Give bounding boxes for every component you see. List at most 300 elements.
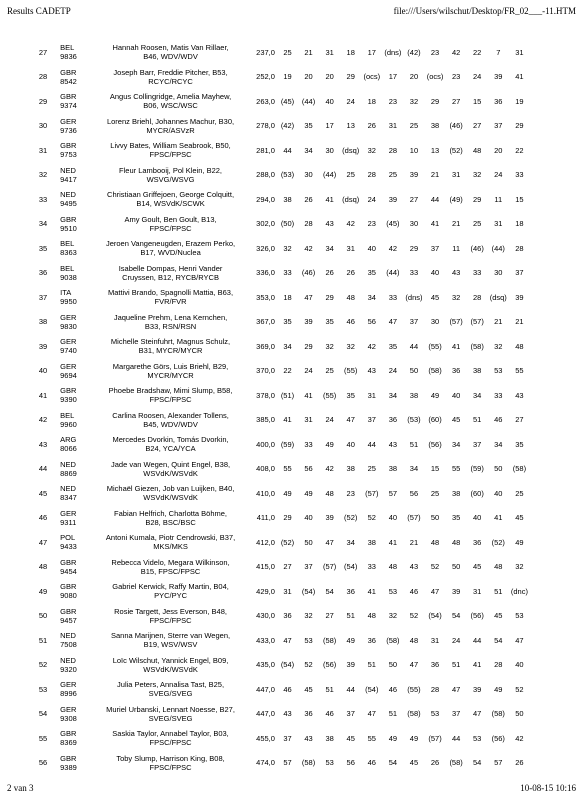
total-points-cell: 369,0 <box>256 341 275 351</box>
race-score-cell: 24 <box>494 170 503 180</box>
race-score-cell: 47 <box>515 635 524 645</box>
total-points-cell: 408,0 <box>256 464 275 474</box>
race-score-cell: 11 <box>452 243 461 253</box>
race-score-cell: 17 <box>367 47 376 57</box>
rank-cell: 39 <box>38 341 48 351</box>
race-score-cell: 39 <box>451 586 461 596</box>
race-score-cell: 56 <box>409 488 419 498</box>
crew-names: Rosie Targett, Jess Everson, B48, <box>114 606 227 616</box>
total-points-cell: 237,0 <box>256 47 275 57</box>
race-score-cell: 23 <box>430 47 440 57</box>
race-score-cell: 48 <box>388 562 398 572</box>
race-score-cell: 21 <box>409 537 419 547</box>
race-score-cell: 35 <box>304 121 313 131</box>
total-points-cell: 435,0 <box>256 660 275 670</box>
crew-names: Carlina Roosen, Alexander Tollens, <box>112 410 229 420</box>
race-score-cell: 34 <box>494 439 503 449</box>
race-score-cell: 15 <box>473 96 482 106</box>
nation-code: NED <box>60 484 76 494</box>
race-score-cell: 38 <box>346 464 355 474</box>
sail-number: 9311 <box>60 517 77 527</box>
nation-code: GBR <box>60 753 77 763</box>
crew-club: FPSC/FPSC <box>149 223 192 233</box>
nation-code: GBR <box>60 386 77 396</box>
table-row <box>28 261 530 286</box>
race-score-cell: 24 <box>325 415 334 425</box>
race-score-cell: 46 <box>346 317 355 327</box>
race-score-cell: 33 <box>473 268 482 278</box>
crew-cell <box>96 383 245 408</box>
crew-names: Muriel Urbanski, Lennart Noesse, B27, <box>106 704 235 714</box>
crew-club: B45, WDV/WDV <box>143 419 198 429</box>
race-score-cell: 49 <box>494 684 503 694</box>
race-score-cell: (46) <box>470 243 484 253</box>
race-score-cell: (56) <box>470 611 484 621</box>
race-score-cell: 32 <box>409 96 419 106</box>
crew-cell <box>96 212 245 237</box>
table-row <box>28 138 530 163</box>
race-score-cell: 41 <box>367 586 376 596</box>
race-score-cell: 49 <box>283 488 292 498</box>
race-score-cell: 20 <box>494 145 503 155</box>
race-score-cell: 37 <box>409 317 419 327</box>
race-score-cell: (58) <box>322 635 337 645</box>
total-points-cell: 411,0 <box>256 513 275 523</box>
crew-club: B24, YCA/YCA <box>145 444 196 454</box>
total-points-cell: 278,0 <box>256 121 275 131</box>
race-score-cell: 53 <box>494 366 503 376</box>
race-score-cell: 38 <box>473 366 482 376</box>
race-score-cell: 47 <box>346 415 355 425</box>
race-score-cell: 38 <box>451 488 461 498</box>
sail-number-cell <box>58 212 96 237</box>
rank-cell: 55 <box>38 733 48 743</box>
crew-names: Mercedes Dvorkin, Tomás Dvorkin, <box>112 435 229 445</box>
total-points-cell: 252,0 <box>256 72 275 82</box>
race-score-cell: 24 <box>451 635 461 645</box>
race-score-cell: 18 <box>346 47 355 57</box>
race-score-cell: 47 <box>409 660 419 670</box>
race-score-cell: 32 <box>494 341 503 351</box>
race-score-cell: 42 <box>325 464 334 474</box>
total-points-cell: 370,0 <box>256 366 275 376</box>
race-score-cell: 41 <box>451 341 461 351</box>
rank-cell: 33 <box>38 194 48 204</box>
race-score-cell: 28 <box>515 243 524 253</box>
sail-number-cell <box>58 89 96 114</box>
race-score-cell: 47 <box>325 537 334 547</box>
race-score-cell: (52) <box>449 145 463 155</box>
sail-number-cell <box>58 40 96 65</box>
sail-number-cell <box>58 432 96 457</box>
sail-number-cell <box>58 114 96 139</box>
race-score-cell: 43 <box>388 439 398 449</box>
table-row <box>28 555 530 580</box>
race-score-cell: 33 <box>283 268 292 278</box>
race-score-cell: 27 <box>451 96 461 106</box>
crew-cell <box>96 751 245 776</box>
nation-code: BEL <box>60 263 75 273</box>
race-score-cell: 18 <box>515 219 524 229</box>
crew-cell <box>96 285 245 310</box>
crew-club: FPSC/FPSC <box>149 615 192 625</box>
crew-club: RCYC/RCYC <box>148 76 193 86</box>
race-score-cell: 23 <box>367 219 376 229</box>
race-score-cell: 41 <box>515 72 524 82</box>
race-score-cell: 55 <box>515 366 524 376</box>
race-score-cell: 28 <box>304 219 313 229</box>
race-score-cell: 37 <box>367 415 376 425</box>
crew-names: Margarethe Görs, Luis Briehl, B29, <box>112 361 229 371</box>
table-row <box>28 383 530 408</box>
race-score-cell: (55) <box>407 684 421 694</box>
total-points-cell: 430,0 <box>256 611 275 621</box>
race-score-cell: 54 <box>473 758 482 768</box>
race-score-cell: 47 <box>367 709 376 719</box>
race-score-cell: (ocs) <box>426 72 444 82</box>
race-score-cell: 51 <box>346 611 355 621</box>
race-score-cell: 47 <box>304 292 313 302</box>
race-score-cell: 53 <box>304 635 313 645</box>
crew-club: B28, BSC/BSC <box>145 517 196 527</box>
race-score-cell: 24 <box>304 366 313 376</box>
rank-cell: 53 <box>38 684 48 694</box>
race-score-cell: (57) <box>470 317 484 327</box>
race-score-cell: 53 <box>325 758 334 768</box>
nation-code: NED <box>60 459 76 469</box>
table-row <box>28 702 530 727</box>
race-score-cell: 46 <box>388 684 398 694</box>
crew-cell <box>96 408 245 433</box>
race-score-cell: 42 <box>515 733 524 743</box>
race-score-cell: 43 <box>451 268 461 278</box>
sail-number-cell <box>58 236 96 261</box>
crew-names: Jaqueline Prehm, Lena Kernchen, <box>113 312 228 322</box>
race-score-cell: 25 <box>367 464 376 474</box>
file-path: file:///Users/wilschut/Desktop/FR_02___-11.HTM <box>393 6 576 16</box>
sail-number-cell <box>58 310 96 335</box>
race-score-cell: 25 <box>430 488 440 498</box>
nation-code: GER <box>60 680 77 690</box>
crew-names: Fleur Lambooij, Pol Klein, B22, <box>119 165 223 175</box>
race-score-cell: 25 <box>515 488 524 498</box>
race-score-cell: (51) <box>280 390 295 400</box>
race-score-cell: 47 <box>430 586 440 596</box>
race-score-cell: 51 <box>473 415 482 425</box>
race-score-cell: 49 <box>409 733 419 743</box>
race-score-cell: (dsq) <box>489 292 507 302</box>
race-score-cell: 34 <box>388 390 398 400</box>
race-score-cell: 33 <box>388 292 398 302</box>
race-score-cell: 54 <box>494 635 503 645</box>
race-score-cell: 45 <box>515 513 524 523</box>
race-score-cell: 50 <box>388 660 398 670</box>
race-score-cell: 42 <box>304 243 313 253</box>
race-score-cell: (53) <box>407 415 421 425</box>
race-score-cell: (52) <box>280 537 295 547</box>
race-score-cell: (dns) <box>405 292 423 302</box>
race-score-cell: 31 <box>388 121 398 131</box>
race-score-cell: 44 <box>409 341 419 351</box>
race-score-cell: 36 <box>388 415 398 425</box>
race-score-cell: 34 <box>304 145 313 155</box>
race-score-cell: 40 <box>304 513 313 523</box>
race-score-cell: 39 <box>325 513 334 523</box>
crew-names: Sanna Marijnen, Sterre van Wegen, <box>110 631 231 641</box>
race-score-cell: 55 <box>367 733 376 743</box>
crew-names: Michelle Steinfuhrt, Magnus Schulz, <box>110 337 231 347</box>
race-score-cell: (55) <box>322 390 337 400</box>
race-score-cell: 11 <box>494 194 503 204</box>
rank-cell: 51 <box>38 635 48 645</box>
sail-number-cell <box>58 726 96 751</box>
race-score-cell: 26 <box>325 268 334 278</box>
crew-club: WSVG/WSVG <box>146 174 195 184</box>
table-row <box>28 751 530 776</box>
nation-code: ITA <box>60 288 72 298</box>
race-score-cell: (42) <box>280 121 295 131</box>
race-score-cell: 47 <box>283 635 292 645</box>
rank-cell: 35 <box>38 243 48 253</box>
total-points-cell: 474,0 <box>256 758 275 768</box>
crew-club: WSVdK/WSVdK <box>143 493 198 503</box>
race-score-cell: 50 <box>409 366 419 376</box>
race-score-cell: 54 <box>388 758 398 768</box>
rank-cell: 29 <box>38 96 48 106</box>
race-score-cell: 21 <box>515 317 524 327</box>
crew-names: Amy Goult, Ben Goult, B13, <box>124 214 217 224</box>
race-score-cell: (49) <box>449 194 463 204</box>
race-score-cell: 27 <box>325 611 334 621</box>
race-score-cell: (60) <box>470 488 484 498</box>
race-score-cell: 35 <box>367 268 376 278</box>
table-row <box>28 653 530 678</box>
race-score-cell: 47 <box>473 709 482 719</box>
crew-club: PYC/PYC <box>154 591 187 601</box>
sail-number: 9417 <box>60 174 77 184</box>
race-score-cell: 20 <box>325 72 334 82</box>
nation-code: NED <box>60 655 76 665</box>
race-score-cell: 33 <box>367 562 376 572</box>
rank-cell: 48 <box>38 562 48 572</box>
race-score-cell: 37 <box>346 709 355 719</box>
race-score-cell: (56) <box>322 660 337 670</box>
nation-code: ARG <box>60 435 77 445</box>
race-score-cell: 30 <box>430 317 440 327</box>
sail-number-cell <box>58 579 96 604</box>
nation-code: GBR <box>60 214 77 224</box>
table-row <box>28 310 530 335</box>
race-score-cell: 40 <box>451 390 461 400</box>
sail-number: 9960 <box>60 419 77 429</box>
race-score-cell: 54 <box>325 586 334 596</box>
crew-names: Antoni Kumala, Piotr Cendrowski, B37, <box>105 533 236 543</box>
sail-number: 9389 <box>60 762 77 772</box>
race-score-cell: 50 <box>304 537 313 547</box>
nation-code: GBR <box>60 141 77 151</box>
sail-number-cell <box>58 163 96 188</box>
crew-names: Livvy Bates, William Seabrook, B50, <box>110 141 231 151</box>
race-score-cell: 43 <box>515 390 524 400</box>
race-score-cell: 35 <box>283 317 292 327</box>
race-score-cell: (54) <box>365 684 379 694</box>
race-score-cell: 29 <box>346 72 355 82</box>
crew-club: WSVdK/WSVdK <box>143 664 198 674</box>
total-points-cell: 294,0 <box>256 194 275 204</box>
race-score-cell: 36 <box>451 366 461 376</box>
race-score-cell: 52 <box>367 513 376 523</box>
crew-cell <box>96 506 245 531</box>
nation-code: BEL <box>60 43 75 53</box>
race-score-cell: 40 <box>515 660 524 670</box>
race-score-cell: 22 <box>473 47 482 57</box>
rank-cell: 32 <box>38 170 48 180</box>
crew-cell <box>96 89 245 114</box>
race-score-cell: 44 <box>283 145 292 155</box>
crew-club: MYCR/ASVzR <box>146 125 195 135</box>
total-points-cell: 385,0 <box>256 415 275 425</box>
race-score-cell: 30 <box>409 219 419 229</box>
race-score-cell: 45 <box>451 415 461 425</box>
race-score-cell: 40 <box>430 268 440 278</box>
race-score-cell: 31 <box>473 586 482 596</box>
race-score-cell: (46) <box>301 268 316 278</box>
race-score-cell: 20 <box>304 72 313 82</box>
race-score-cell: (54) <box>280 660 295 670</box>
table-row <box>28 604 530 629</box>
race-score-cell: 33 <box>494 390 503 400</box>
race-score-cell: 47 <box>451 684 461 694</box>
race-score-cell: 31 <box>325 47 334 57</box>
race-score-cell: 43 <box>304 733 313 743</box>
race-score-cell: 25 <box>283 47 292 57</box>
race-score-cell: 35 <box>515 439 524 449</box>
race-score-cell: 32 <box>451 292 461 302</box>
sail-number-cell <box>58 359 96 384</box>
crew-cell <box>96 604 245 629</box>
race-score-cell: 34 <box>473 390 482 400</box>
crew-cell <box>96 432 245 457</box>
sail-number-cell <box>58 457 96 482</box>
race-score-cell: 41 <box>283 415 292 425</box>
nation-code: GER <box>60 704 77 714</box>
race-score-cell: 39 <box>515 292 524 302</box>
crew-names: Angus Collingridge, Amelia Mayhew, <box>109 92 232 102</box>
sail-number-cell <box>58 481 96 506</box>
race-score-cell: 31 <box>367 390 376 400</box>
race-score-cell: 48 <box>515 341 524 351</box>
crew-club: B06, WSC/WSC <box>143 101 198 111</box>
race-score-cell: 25 <box>346 170 355 180</box>
sail-number: 9510 <box>60 223 77 233</box>
table-row <box>28 114 530 139</box>
race-score-cell: (54) <box>428 611 442 621</box>
race-score-cell: 55 <box>451 464 461 474</box>
race-score-cell: 35 <box>346 390 355 400</box>
race-score-cell: 40 <box>325 96 334 106</box>
crew-cell <box>96 628 245 653</box>
race-score-cell: 38 <box>409 390 419 400</box>
race-score-cell: 29 <box>515 121 524 131</box>
total-points-cell: 263,0 <box>256 96 275 106</box>
race-score-cell: (44) <box>301 96 316 106</box>
sail-number: 9433 <box>60 542 77 552</box>
race-score-cell: 22 <box>515 145 524 155</box>
race-score-cell: 39 <box>409 170 419 180</box>
table-row <box>28 506 530 531</box>
race-score-cell: 34 <box>325 243 334 253</box>
race-score-cell: 48 <box>346 292 355 302</box>
sail-number: 9320 <box>60 664 77 674</box>
sail-number-cell <box>58 702 96 727</box>
sail-number-cell <box>58 555 96 580</box>
total-points-cell: 378,0 <box>256 390 275 400</box>
race-score-cell: 40 <box>473 513 482 523</box>
rank-cell: 56 <box>38 758 48 768</box>
table-row <box>28 628 530 653</box>
race-score-cell: 30 <box>325 145 334 155</box>
sail-number-cell <box>58 628 96 653</box>
race-score-cell: 32 <box>367 145 376 155</box>
race-score-cell: 38 <box>388 464 398 474</box>
race-score-cell: 32 <box>304 611 313 621</box>
race-score-cell: 25 <box>388 170 398 180</box>
total-points-cell: 288,0 <box>256 170 275 180</box>
crew-club: B15, FPSC/FPSC <box>140 566 201 576</box>
race-score-cell: (52) <box>491 537 505 547</box>
nation-code: GBR <box>60 557 77 567</box>
rank-cell: 28 <box>38 72 48 82</box>
race-score-cell: (ocs) <box>363 72 381 82</box>
crew-cell <box>96 555 245 580</box>
table-row <box>28 334 530 359</box>
table-row <box>28 285 530 310</box>
total-points-cell: 447,0 <box>256 684 275 694</box>
sail-number: 8363 <box>60 248 77 258</box>
race-score-cell: 32 <box>346 341 355 351</box>
race-score-cell: 28 <box>494 660 503 670</box>
rank-cell: 30 <box>38 121 48 131</box>
race-score-cell: 46 <box>325 709 334 719</box>
crew-cell <box>96 114 245 139</box>
rank-cell: 50 <box>38 611 48 621</box>
total-points-cell: 336,0 <box>256 268 275 278</box>
sail-number-cell <box>58 65 96 90</box>
table-row <box>28 359 530 384</box>
total-points-cell: 433,0 <box>256 635 275 645</box>
race-score-cell: 21 <box>430 170 440 180</box>
race-score-cell: 47 <box>388 317 398 327</box>
crew-cell <box>96 163 245 188</box>
race-score-cell: 28 <box>367 170 376 180</box>
race-score-cell: 50 <box>430 513 440 523</box>
race-score-cell: 42 <box>346 219 355 229</box>
table-row <box>28 40 530 65</box>
race-score-cell: 38 <box>367 537 376 547</box>
race-score-cell: 41 <box>388 537 398 547</box>
race-score-cell: 23 <box>346 488 355 498</box>
race-score-cell: 32 <box>325 341 334 351</box>
race-score-cell: 33 <box>409 268 419 278</box>
nation-code: NED <box>60 631 76 641</box>
race-score-cell: 38 <box>283 194 292 204</box>
rank-cell: 38 <box>38 317 48 327</box>
crew-cell <box>96 310 245 335</box>
race-score-cell: 37 <box>283 733 292 743</box>
sail-number-cell <box>58 677 96 702</box>
print-datetime: 10-08-15 10:16 <box>520 783 576 793</box>
race-score-cell: 21 <box>451 219 461 229</box>
